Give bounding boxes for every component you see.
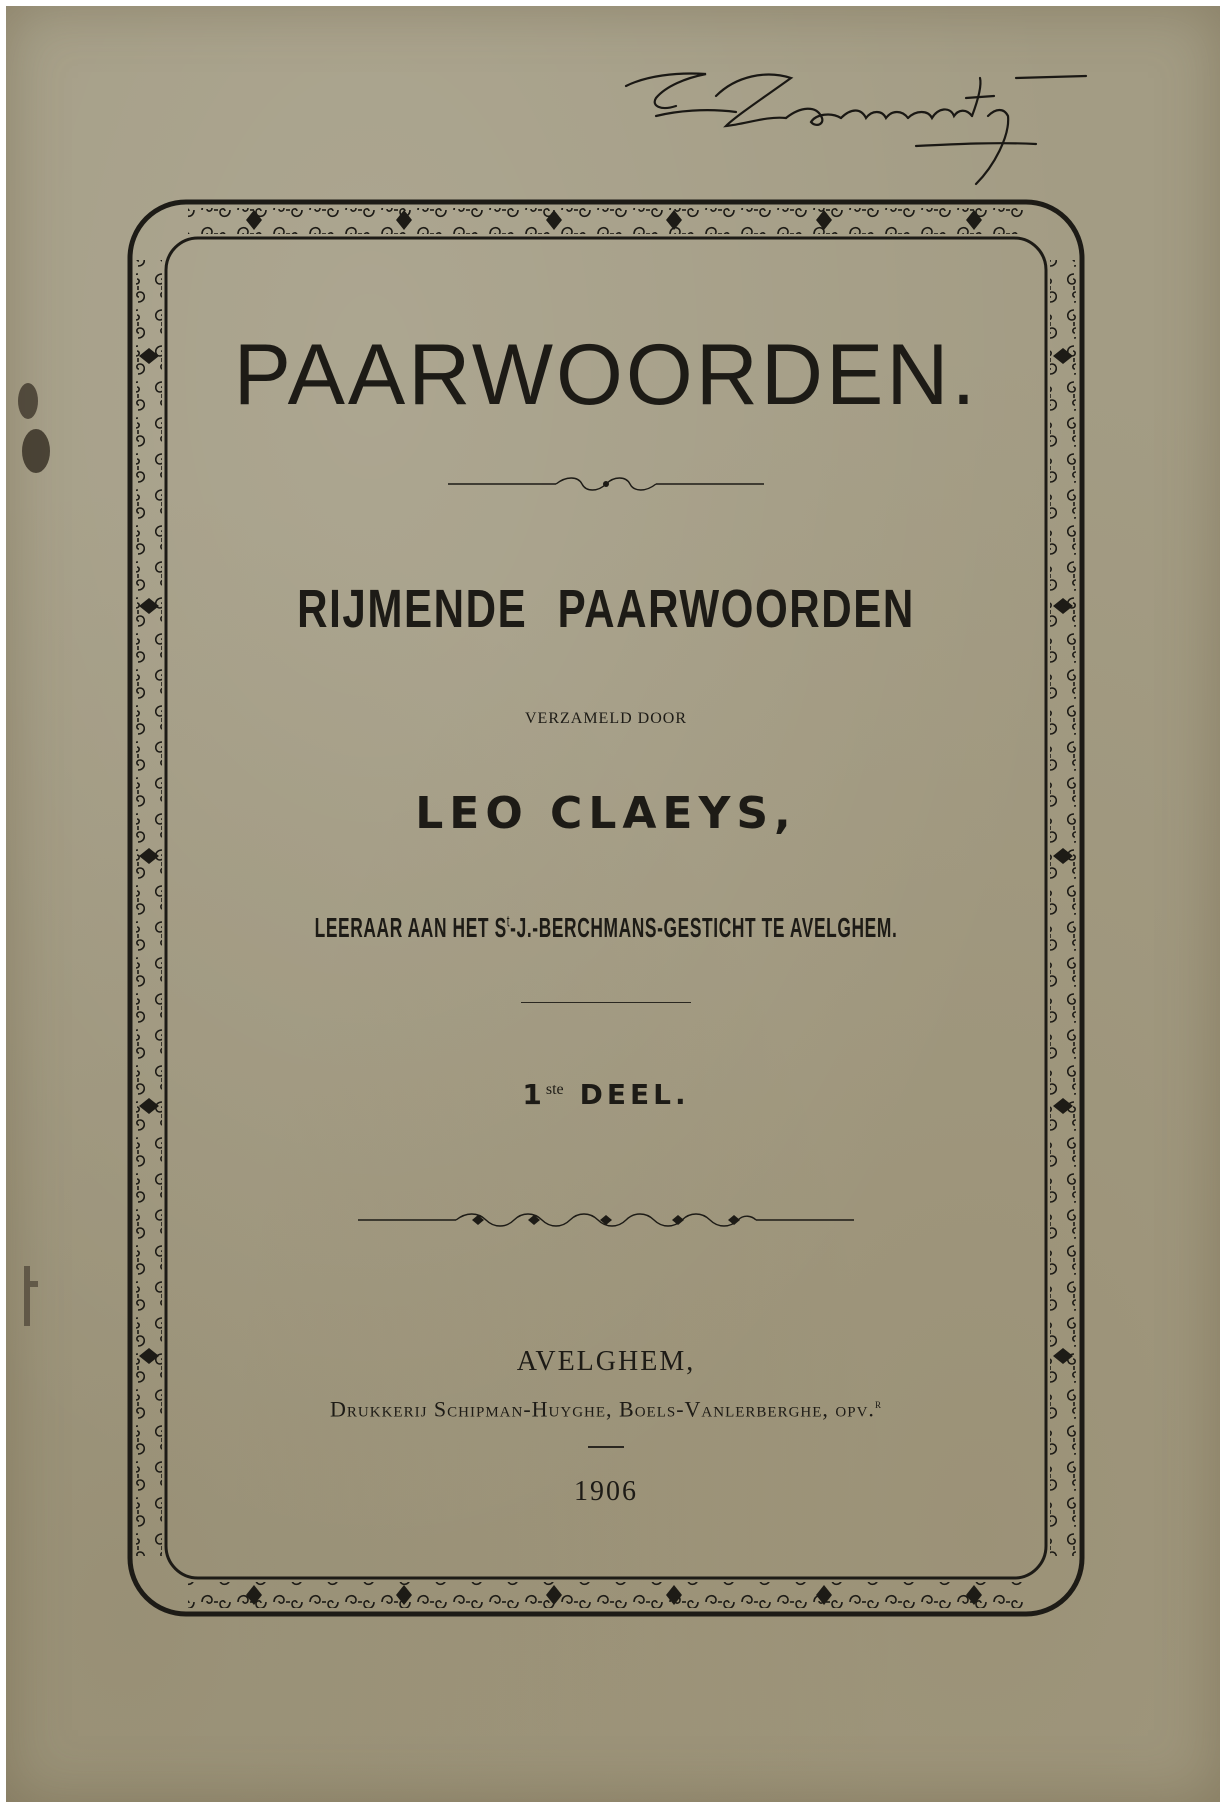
divider-rule — [521, 1002, 691, 1003]
year-divider — [588, 1446, 624, 1448]
title-ornament — [126, 474, 1086, 494]
book-subtitle: RIJMENDE PAARWOORDEN — [297, 579, 915, 639]
author-name: LEO CLAEYS, — [415, 788, 797, 839]
volume-label: 1ste DEEL. — [522, 1078, 690, 1111]
publication-place: AVELGHEM, — [516, 1346, 696, 1377]
cover-content — [126, 198, 1086, 1618]
publication-year: 1906 — [574, 1476, 638, 1507]
binding-holes — [6, 6, 66, 1802]
book-cover — [6, 6, 1220, 1802]
handwritten-signature — [616, 56, 1096, 196]
collected-by-label: VERZAMELD DOOR — [525, 710, 687, 727]
book-title: PAARWOORDEN. — [233, 327, 979, 423]
printer-credit: Drukkerij Schipman-Huyghe, Boels-Vanlerberghe, opv.$^r$ — [330, 1396, 882, 1422]
volume-ornament — [126, 1210, 1086, 1230]
author-role: LEERAAR AAN HET $S^t-J.-BERCHMANS$-GESTICHT TE AVELGHEM. — [314, 912, 898, 943]
